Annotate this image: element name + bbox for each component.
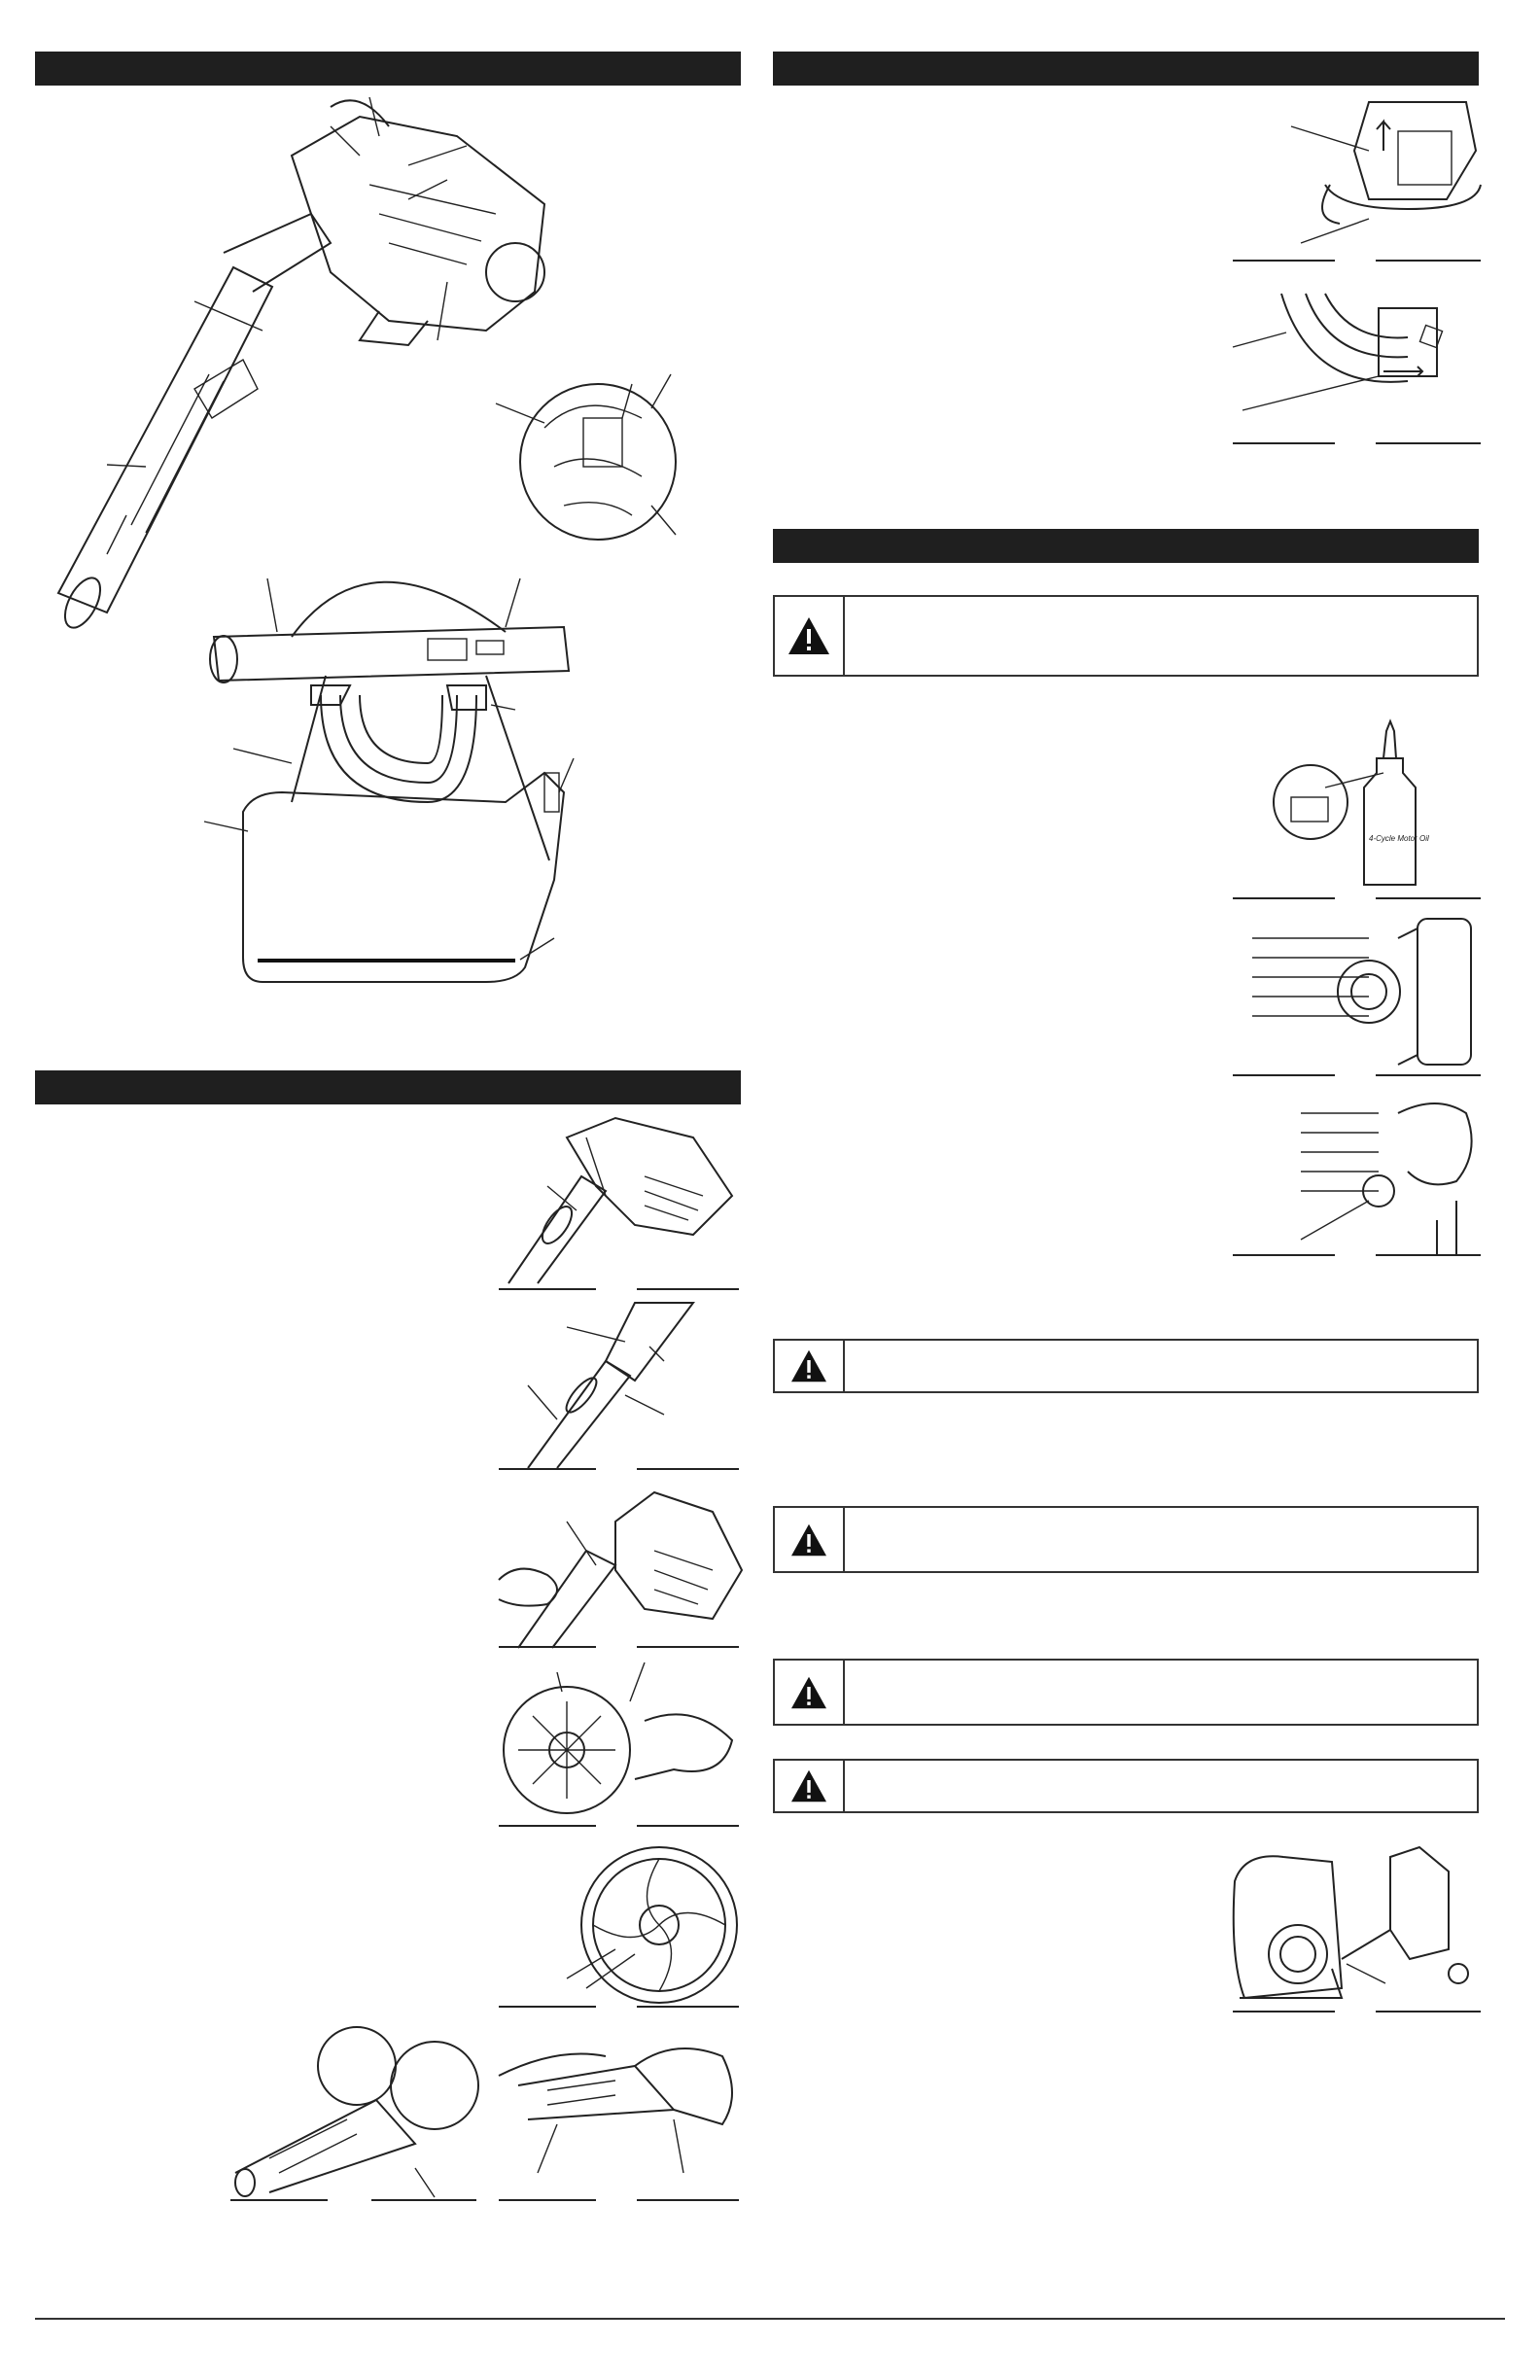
oil-bottle-label: 4-Cycle Motor Oil	[1369, 834, 1429, 843]
figure-caption-rule	[1233, 260, 1335, 262]
figure-caption-rule	[499, 1646, 596, 1648]
oil-bottle-figure	[1233, 719, 1481, 894]
warning-box-fuel-1	[773, 1339, 1479, 1393]
vacuum-tube-drawing	[210, 627, 569, 682]
oil-dipstick-figure	[1233, 1084, 1481, 1254]
warning-box-fuel-4	[773, 1759, 1479, 1813]
figure-caption-rule	[1376, 442, 1481, 444]
assembly-figure-7	[499, 2037, 742, 2192]
assembly-figure-1	[499, 1118, 742, 1283]
assembly-figure-2	[499, 1303, 742, 1468]
warning-triangle-icon	[775, 1508, 845, 1571]
warning-triangle-icon	[775, 1341, 845, 1391]
figure-caption-rule	[1233, 1074, 1335, 1076]
warning-box-fuel-3	[773, 1659, 1479, 1726]
figure-caption-rule	[1233, 442, 1335, 444]
section-header-fuel-and-oil	[773, 529, 1479, 563]
vacuum-kit-illustration	[194, 540, 603, 1006]
figure-caption-rule	[499, 1288, 596, 1290]
figure-caption-rule	[637, 1468, 739, 1470]
figure-caption-rule	[499, 2199, 596, 2201]
collection-bag-drawing	[243, 773, 564, 982]
oil-fill-cap-figure	[1233, 909, 1481, 1074]
setup-figure-1	[1233, 92, 1481, 253]
figure-caption-rule	[1376, 2011, 1481, 2012]
warning-triangle-icon	[775, 1761, 845, 1811]
figure-caption-rule	[637, 1646, 739, 1648]
vacuum-hose-drawing	[311, 685, 486, 802]
section-header-assembly	[35, 1070, 741, 1104]
figure-caption-rule	[1376, 1074, 1481, 1076]
figure-caption-rule	[1376, 1254, 1481, 1256]
shoulder-strap-drawing	[292, 582, 549, 860]
figure-caption-rule	[1233, 1254, 1335, 1256]
figure-caption-rule	[637, 1288, 739, 1290]
figure-caption-rule	[499, 1468, 596, 1470]
setup-figure-2	[1233, 274, 1481, 435]
figure-caption-rule	[637, 2006, 739, 2008]
section-header-product-overview	[35, 52, 741, 86]
assembly-figure-6	[230, 2027, 478, 2192]
figure-caption-rule	[1376, 260, 1481, 262]
assembly-figure-5	[499, 1842, 742, 2008]
warning-box-oil	[773, 595, 1479, 677]
callout-leader-lines	[107, 97, 676, 535]
page-footer-rule	[35, 2318, 1505, 2320]
figure-caption-rule	[637, 1825, 739, 1827]
engine-body-drawing	[292, 100, 544, 345]
figure-caption-rule	[637, 2199, 739, 2201]
warning-triangle-icon	[775, 597, 845, 675]
warning-triangle-icon	[775, 1661, 845, 1724]
figure-caption-rule	[230, 2199, 328, 2201]
figure-caption-rule	[1233, 897, 1335, 899]
fuel-tank-figure	[1225, 1842, 1483, 2012]
figure-caption-rule	[371, 2199, 476, 2201]
figure-caption-rule	[499, 1825, 596, 1827]
section-header-blower-tube-setup	[773, 52, 1479, 86]
figure-caption-rule	[1376, 897, 1481, 899]
assembly-figure-4	[499, 1662, 742, 1828]
assembly-figure-3	[499, 1483, 742, 1648]
warning-box-fuel-2	[773, 1506, 1479, 1573]
figure-caption-rule	[499, 2006, 596, 2008]
figure-caption-rule	[1233, 2011, 1335, 2012]
